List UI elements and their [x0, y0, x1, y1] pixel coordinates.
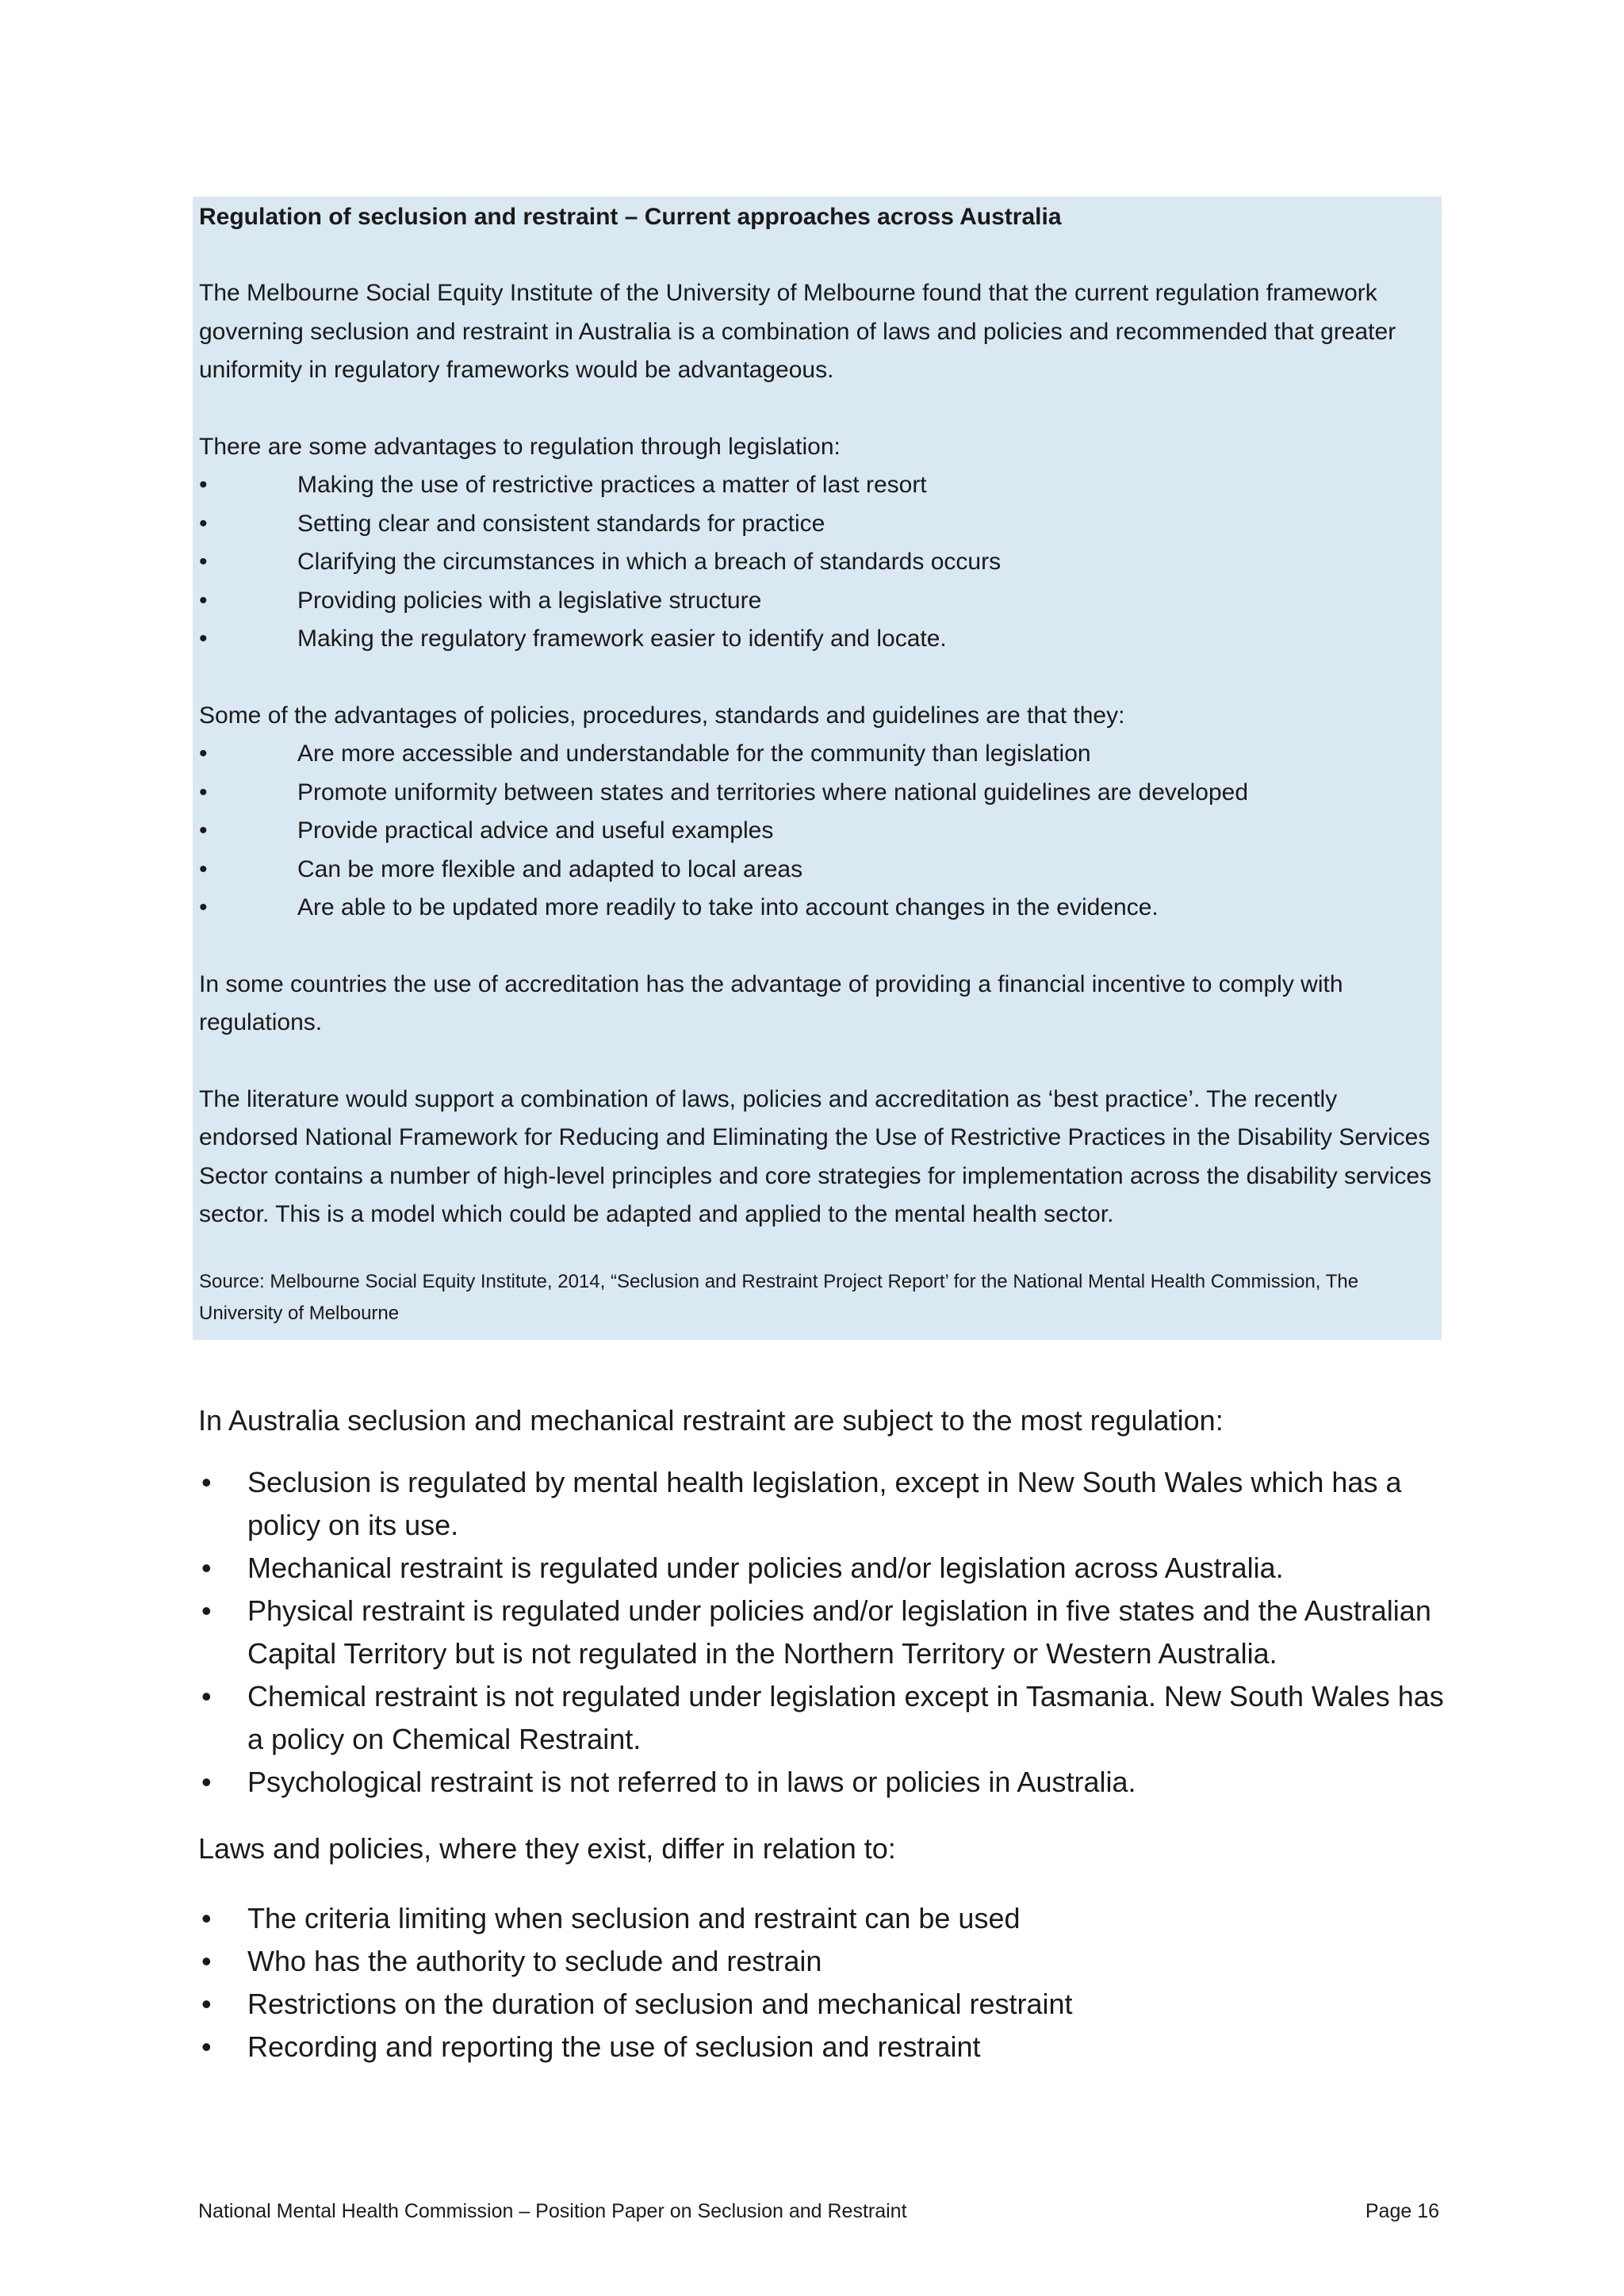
page-number: Page 16 [1365, 2200, 1439, 2222]
list-item: • Making the regulatory framework easier to identify and locate. [199, 620, 1435, 659]
list-item: • Psychological restraint is not referred to in laws or policies in Australia. [198, 1761, 1451, 1804]
bullet-icon: • [201, 1552, 212, 1584]
differences-list [198, 1897, 1451, 2068]
list-item: • Physical restraint is regulated under policies and/or legislation in five states and the Australian Capital Territory but is not regulated in the Northern Territory or Western Australia. [198, 1590, 1451, 1675]
source-citation: Source: Melbourne Social Equity Institute, 2014, “Seclusion and Restraint Project Report’ for the National Mental Health Commission, The University of Melbourne [199, 1270, 1359, 1324]
bullet-icon: • [201, 1466, 212, 1498]
bullet-icon: • [199, 817, 208, 844]
list-item: • Are able to be updated more readily to take into account changes in the evidence. [199, 889, 1435, 928]
list-item: • Are more accessible and understandable for the community than legislation [199, 735, 1435, 774]
bullet-icon: • [201, 1988, 212, 2020]
box-intro: The Melbourne Social Equity Institute of the University of Melbourne found that the current regulation framework governing seclusion and restraint in Australia is a combination of laws and policies and recommended that greater uniformity in regulatory frameworks would be advantageous. [199, 280, 1396, 383]
policies-lead: Some of the advantages of policies, procedures, standards and guidelines are that they: [199, 702, 1125, 729]
info-box [193, 197, 1442, 1340]
list-item: • Clarifying the circumstances in which a breach of standards occurs [199, 543, 1435, 582]
bullet-icon: • [199, 894, 208, 920]
bullet-icon: • [199, 779, 208, 806]
list-item: • Can be more flexible and adapted to local areas [199, 851, 1435, 890]
page-footer [198, 2198, 1439, 2225]
bullet-icon: • [201, 2030, 212, 2063]
list-item: • Chemical restraint is not regulated under legislation except in Tasmania. New South Wales has a policy on Chemical Restraint. [198, 1675, 1451, 1761]
bullet-icon: • [201, 1766, 212, 1798]
list-item: • Making the use of restrictive practices a matter of last resort [199, 466, 1435, 505]
box-title: Regulation of seclusion and restraint – Current approaches across Australia [199, 204, 1062, 230]
list-item: • Setting clear and consistent standards for practice [199, 505, 1435, 544]
legislation-list [199, 466, 1435, 659]
list-item: • The criteria limiting when seclusion and restraint can be used [198, 1897, 1451, 1940]
list-item: • Promote uniformity between states and territories where national guidelines are developed [199, 774, 1435, 813]
bullet-icon: • [199, 472, 208, 498]
regulation-list [198, 1461, 1451, 1804]
list-item: • Recording and reporting the use of seclusion and restraint [198, 2026, 1451, 2068]
bullet-icon: • [199, 587, 208, 614]
bullet-icon: • [199, 549, 208, 575]
legislation-lead: There are some advantages to regulation through legislation: [199, 433, 841, 460]
list-item: • Who has the authority to seclude and restrain [198, 1940, 1451, 1983]
list-item: • Providing policies with a legislative structure [199, 582, 1435, 621]
list-item: • Restrictions on the duration of seclusion and mechanical restraint [198, 1983, 1451, 2026]
regulation-lead: In Australia seclusion and mechanical restraint are subject to the most regulation: [198, 1404, 1224, 1437]
footer-title: National Mental Health Commission – Position Paper on Seclusion and Restraint [198, 2200, 907, 2222]
main-content [198, 1399, 1451, 2068]
bullet-icon: • [201, 1680, 212, 1712]
list-item: • Mechanical restraint is regulated under policies and/or legislation across Australia. [198, 1547, 1451, 1590]
differences-lead: Laws and policies, where they exist, differ in relation to: [198, 1832, 896, 1865]
list-item: • Provide practical advice and useful examples [199, 812, 1435, 851]
policies-list [199, 735, 1435, 928]
bullet-icon: • [201, 1594, 212, 1627]
bullet-icon: • [199, 855, 208, 882]
bullet-icon: • [199, 510, 208, 537]
bullet-icon: • [201, 1945, 212, 1977]
literature-paragraph: The literature would support a combination of laws, policies and accreditation as ‘best practice’. The recently endorsed National Framework for Reducing and Eliminating the Use of Restrictive Practices in the Disability Services Sector contains a number of high-level principles and core strategies for implementation across the disability services sector. This is a model which could be adapted and applied to the mental health sector. [199, 1085, 1432, 1227]
bullet-icon: • [201, 1902, 212, 1934]
list-item: • Seclusion is regulated by mental health legislation, except in New South Wales which has a policy on its use. [198, 1461, 1451, 1547]
bullet-icon: • [199, 740, 208, 767]
accreditation-paragraph: In some countries the use of accreditation has the advantage of providing a financial incentive to comply with regulations. [199, 970, 1343, 1035]
bullet-icon: • [199, 626, 208, 652]
